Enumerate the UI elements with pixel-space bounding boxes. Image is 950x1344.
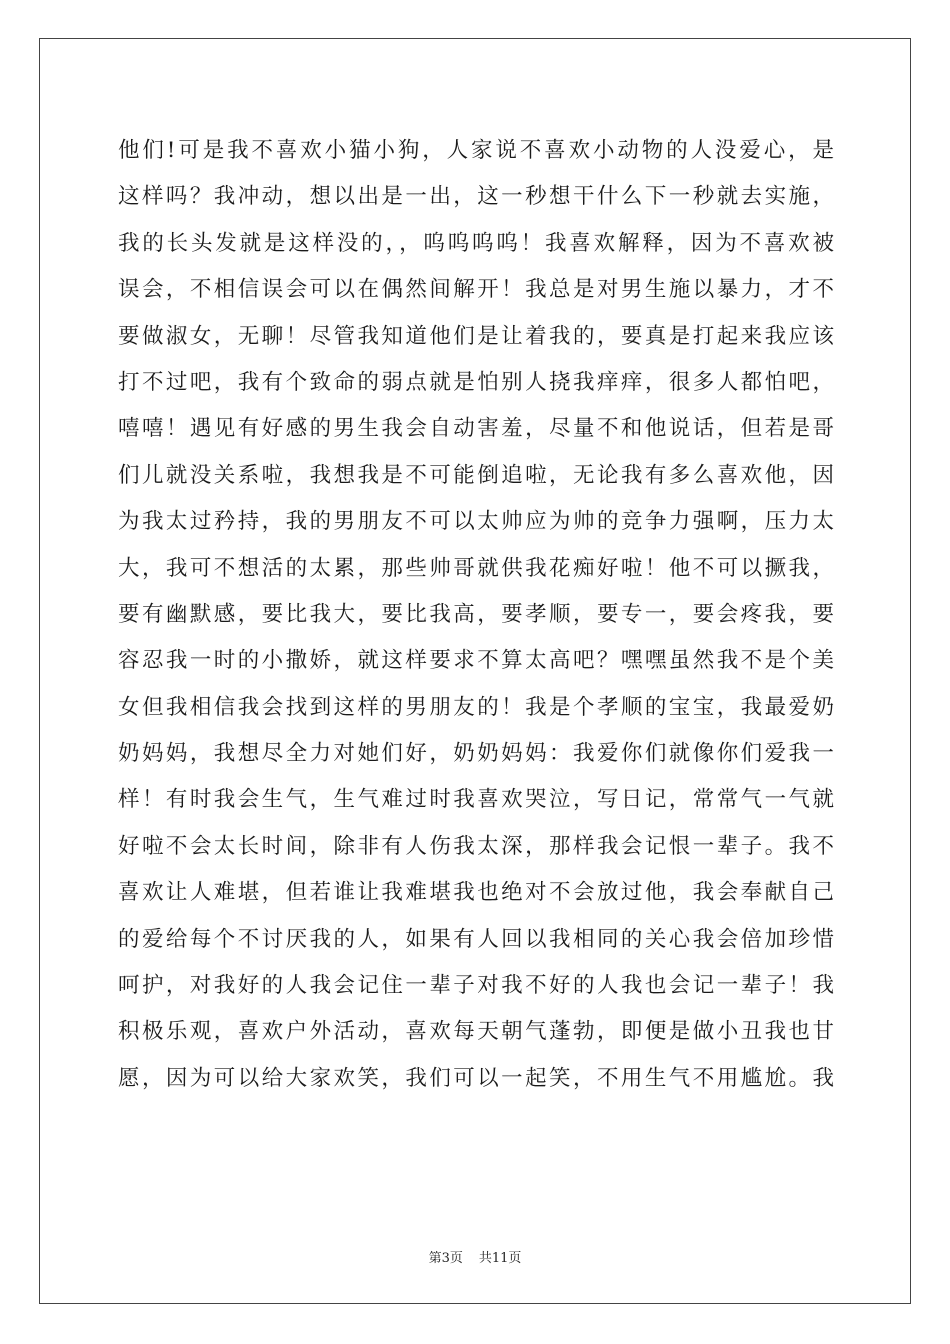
text-line: 我的长头发就是这样没的，，呜呜呜呜！我喜欢解释，因为不喜欢被 <box>118 230 834 256</box>
page-footer <box>0 1247 950 1266</box>
text-line: 样！有时我会生气，生气难过时我喜欢哭泣，写日记，常常气一气就 <box>118 787 834 813</box>
text-line: 打不过吧，我有个致命的弱点就是怕别人挠我痒痒，很多人都怕吧， <box>118 369 834 395</box>
text-line: 呵护，对我好的人我会记住一辈子对我不好的人我也会记一辈子！我 <box>118 973 834 999</box>
text-line: 的爱给每个不讨厌我的人，如果有人回以我相同的关心我会倍加珍惜 <box>118 926 834 952</box>
text-line: 嘻嘻！遇见有好感的男生我会自动害羞，尽量不和他说话，但若是哥 <box>118 416 834 442</box>
text-line: 他们!可是我不喜欢小猫小狗，人家说不喜欢小动物的人没爱心，是 <box>118 138 834 163</box>
text-line: 为我太过矜持，我的男朋友不可以太帅应为帅的竞争力强啊，压力太 <box>118 509 834 535</box>
current-page-label: 第3页 <box>428 1251 463 1266</box>
text-line: 大，我可不想活的太累，那些帅哥就供我花痴好啦！他不可以撅我， <box>118 555 834 581</box>
total-pages-label: 共11页 <box>478 1251 522 1266</box>
text-line: 这样吗？我冲动，想以出是一出，这一秒想干什么下一秒就去实施， <box>118 184 834 210</box>
text-line: 误会，不相信误会可以在偶然间解开！我总是对男生施以暴力，才不 <box>118 277 834 303</box>
text-line: 喜欢让人难堪，但若谁让我难堪我也绝对不会放过他，我会奉献自己 <box>118 880 834 906</box>
text-line: 女但我相信我会找到这样的男朋友的！我是个孝顺的宝宝，我最爱奶 <box>118 694 834 720</box>
text-line: 容忍我一时的小撒娇，就这样要求不算太高吧？嘿嘿虽然我不是个美 <box>118 648 834 674</box>
text-line: 奶妈妈，我想尽全力对她们好，奶奶妈妈：我爱你们就像你们爱我一 <box>118 741 834 767</box>
text-line: 好啦不会太长时间，除非有人伤我太深，那样我会记恨一辈子。我不 <box>118 833 834 859</box>
text-line: 们儿就没关系啦，我想我是不可能倒追啦，无论我有多么喜欢他，因 <box>118 462 834 488</box>
text-line: 愿，因为可以给大家欢笑，我们可以一起笑，不用生气不用尴尬。我 <box>118 1065 834 1091</box>
text-line: 要有幽默感，要比我大，要比我高，要孝顺，要专一，要会疼我，要 <box>118 601 834 627</box>
document-body <box>118 128 834 1102</box>
text-line: 积极乐观，喜欢户外活动，喜欢每天朝气蓬勃，即便是做小丑我也甘 <box>118 1019 834 1045</box>
text-line: 要做淑女，无聊！尽管我知道他们是让着我的，要真是打起来我应该 <box>118 323 834 349</box>
